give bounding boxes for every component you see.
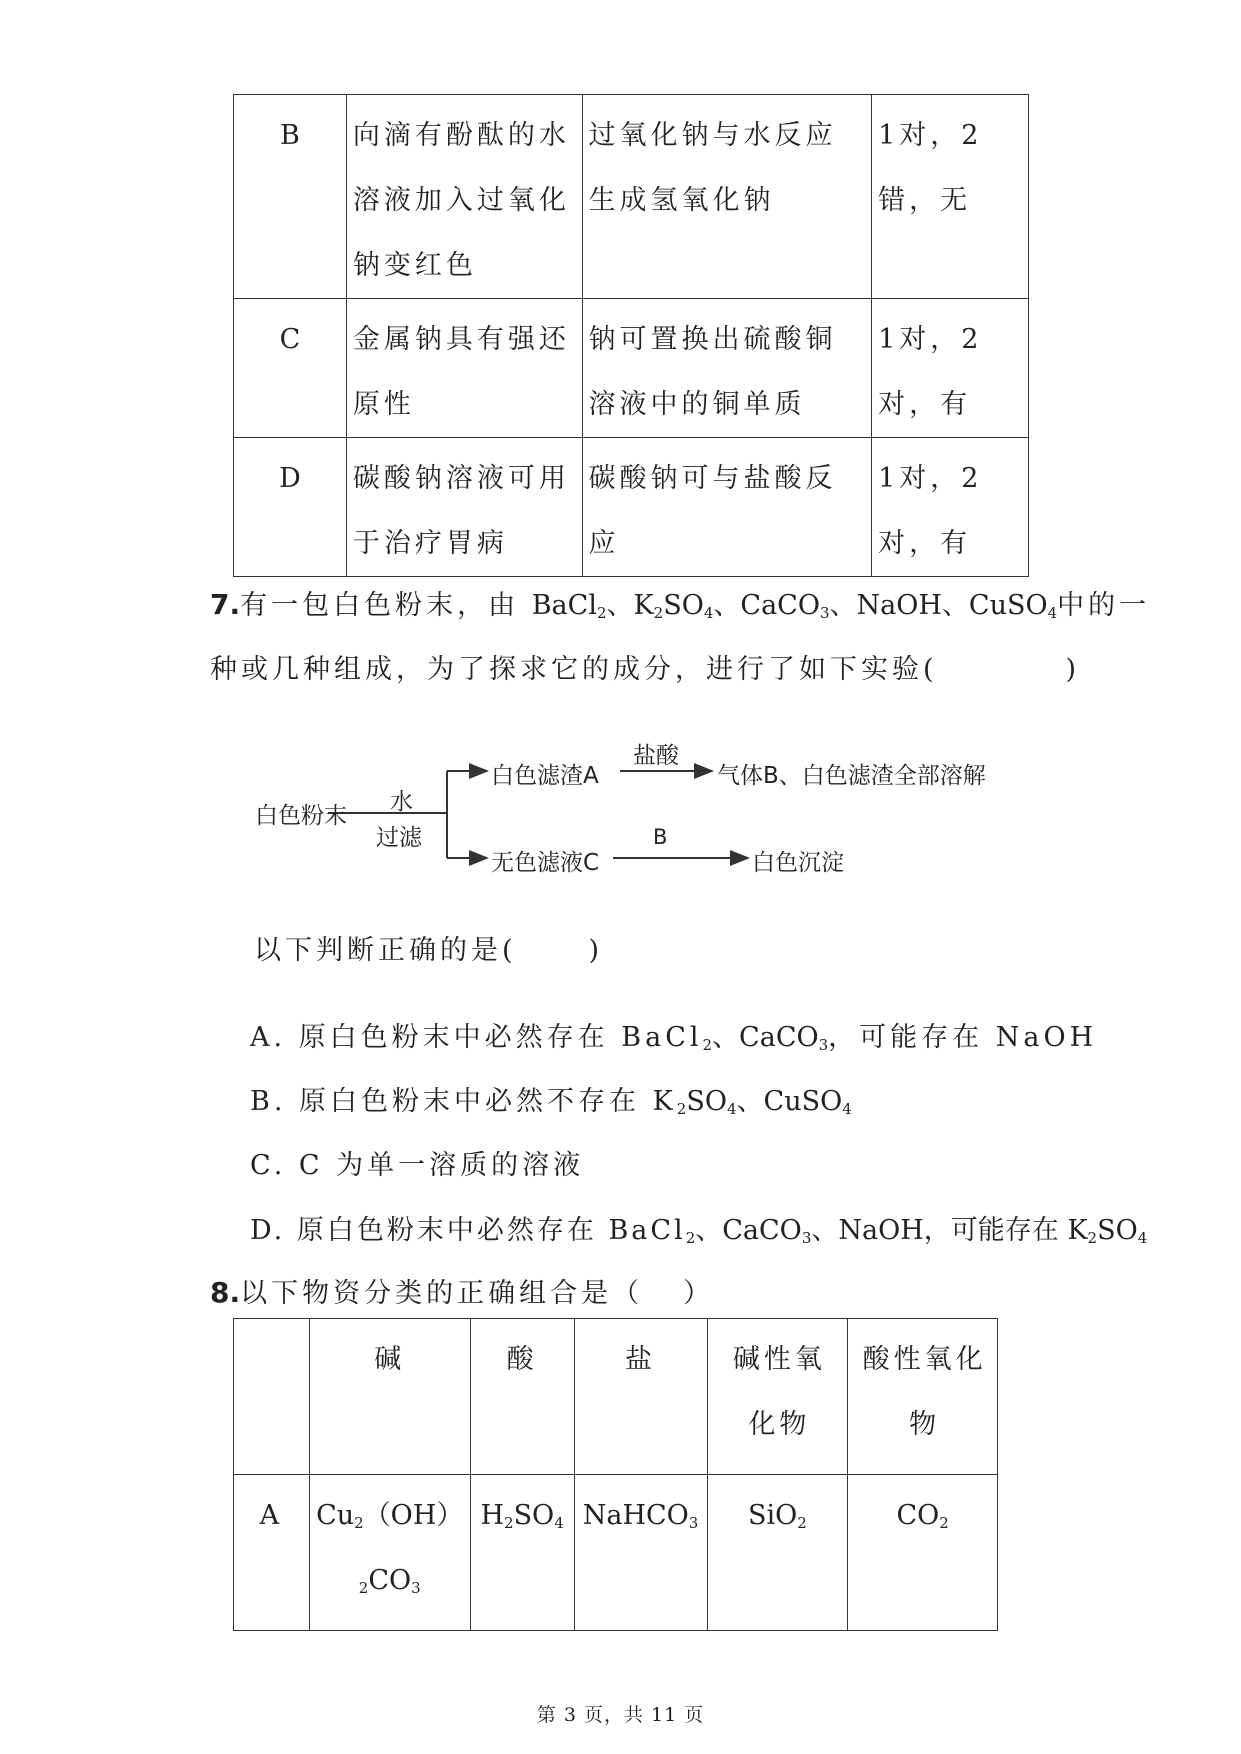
question-number: 8. bbox=[210, 1276, 241, 1309]
chem-formula: BaCl$_2$、$K_2SO_4$、CaCO$_3$、NaOH、CuSO$_4$ bbox=[531, 590, 1058, 622]
diagram-reagent-c: B bbox=[653, 825, 668, 849]
question-text: 以下物资分类的正确组合是（ bbox=[240, 1278, 644, 1309]
question-8 bbox=[210, 1271, 714, 1310]
option-text: 原白色粉末中必然存在 BaCl bbox=[298, 1022, 703, 1053]
option-b[interactable]: B. 原白色粉末中必然不存在 $K_2SO_4$、CuSO$_4$ bbox=[250, 1086, 852, 1118]
statement1-cell: 碳酸钠溶液可用于治疗胃病 bbox=[346, 438, 582, 577]
option-label: D. bbox=[250, 1215, 286, 1246]
statement1-cell: 向滴有酚酞的水溶液加入过氧化钠变红色 bbox=[346, 95, 582, 299]
basic-oxide-cell: SiO$_2$ bbox=[707, 1475, 848, 1631]
statement2-cell: 钠可置换出硫酸铜溶液中的铜单质 bbox=[582, 299, 872, 438]
option-label: B. bbox=[250, 1086, 287, 1117]
statement1-cell: 金属钠具有强还原性 bbox=[346, 299, 582, 438]
option-cell: D bbox=[234, 438, 347, 577]
judgment-cell: 1对，2错，无 bbox=[872, 95, 1029, 299]
table-row bbox=[234, 1475, 998, 1631]
paren: ) bbox=[1065, 654, 1081, 685]
statement2-cell: 碳酸钠可与盐酸反应 bbox=[582, 438, 872, 577]
judgment-cell: 1对，2对，有 bbox=[872, 299, 1029, 438]
judgment-cell: 1对，2对，有 bbox=[872, 438, 1029, 577]
header-cell: 碱 bbox=[309, 1319, 470, 1475]
header-cell: 酸性氧化物 bbox=[848, 1319, 998, 1475]
page-footer: 第 3 页，共 11 页 bbox=[536, 1704, 705, 1726]
salt-cell: NaHCO$_3$ bbox=[574, 1475, 707, 1631]
diagram-step1-bottom: 过滤 bbox=[376, 825, 422, 851]
diagram-start: 白色粉末 bbox=[255, 803, 347, 829]
acid-cell: $H_2SO_4$ bbox=[470, 1475, 574, 1631]
header-cell: 酸 bbox=[470, 1319, 574, 1475]
option-text: 原白色粉末中必然存在 BaCl bbox=[296, 1215, 686, 1246]
question-text: 种或几种组成，为了探求它的成分，进行了如下实验( bbox=[210, 654, 938, 685]
diagram-reagent-a: 盐酸 bbox=[633, 743, 679, 769]
classification-table bbox=[233, 1318, 998, 1631]
table-header-row bbox=[234, 1319, 998, 1475]
judgment-prompt bbox=[254, 928, 603, 967]
diagram-result-c: 白色沉淀 bbox=[752, 850, 844, 876]
base-cell: $Cu_2(OH)$ $_2CO_3$ bbox=[309, 1475, 470, 1631]
header-cell: 碱性氧化物 bbox=[707, 1319, 848, 1475]
diagram-branch-c: 无色滤液C bbox=[491, 850, 600, 876]
option-cell: B bbox=[234, 95, 347, 299]
option-text: C 为单一溶质的溶液 bbox=[298, 1150, 585, 1181]
option-a[interactable]: A. 原白色粉末中必然存在 BaCl$_2$、CaCO$_3$，可能存在 NaOH bbox=[250, 1022, 1098, 1054]
header-cell: 盐 bbox=[574, 1319, 707, 1475]
question-number: 7. bbox=[210, 588, 241, 621]
option-cell: C bbox=[234, 299, 347, 438]
option-text: 原白色粉末中必然不存在 K bbox=[299, 1086, 677, 1117]
diagram-step1-top: 水 bbox=[390, 789, 413, 815]
header-cell bbox=[234, 1319, 310, 1475]
option-label: C. bbox=[250, 1150, 287, 1181]
option-c[interactable] bbox=[250, 1143, 584, 1182]
option-label: A. bbox=[250, 1022, 287, 1053]
acidic-oxide-cell: $CO_2$ bbox=[848, 1475, 998, 1631]
question-text: 中的一 bbox=[1057, 590, 1151, 621]
paren: ) bbox=[588, 935, 604, 966]
option-d[interactable]: D. 原白色粉末中必然存在 BaCl$_2$、CaCO$_3$、NaOH，可能存在 $K_2SO_4$ bbox=[250, 1215, 1148, 1247]
statement2-cell: 过氧化钠与水反应生成氢氧化钠 bbox=[582, 95, 872, 299]
paren: ） bbox=[683, 1278, 715, 1309]
row-label-cell: A bbox=[234, 1475, 310, 1631]
question-text: 有一包白色粉末，由 bbox=[240, 590, 532, 621]
diagram-branch-a: 白色滤渣A bbox=[491, 763, 599, 789]
diagram-result-a: 气体B、白色滤渣全部溶解 bbox=[717, 763, 986, 789]
prompt-text: 以下判断正确的是( bbox=[254, 935, 517, 966]
